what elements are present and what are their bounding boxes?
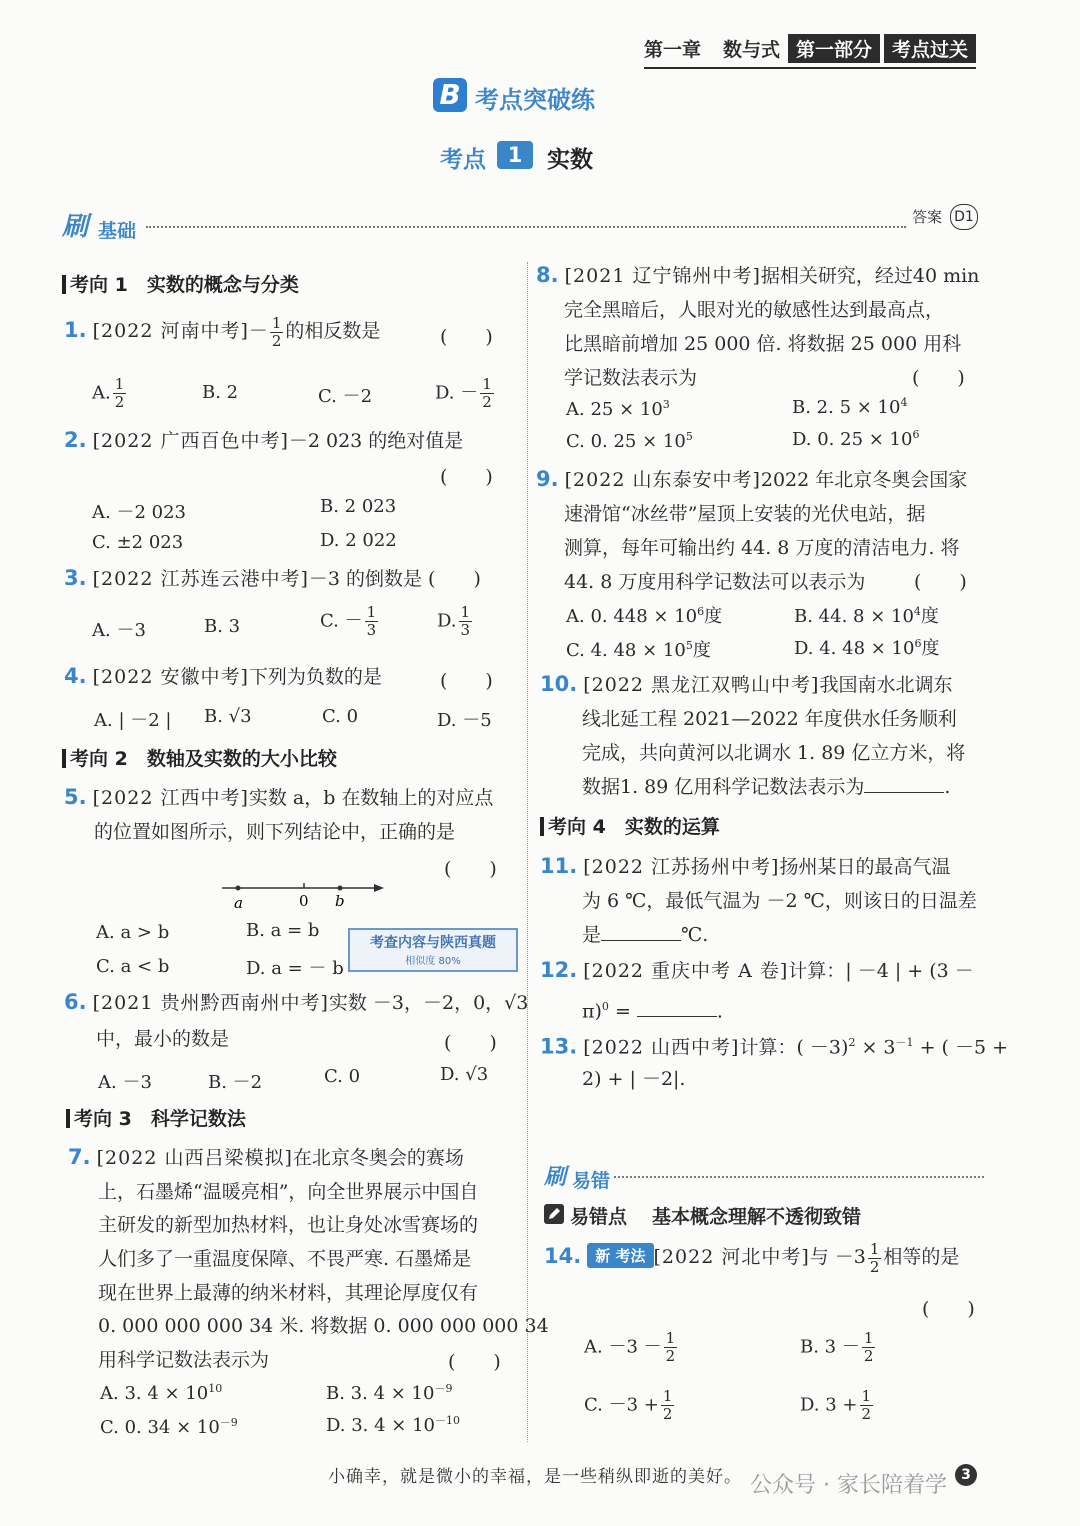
q13-stem-b: × 3 (855, 1036, 896, 1059)
q10-line4-text: 数据1. 89 亿用科学记数法表示为 (582, 776, 865, 798)
kaoxiang-3-heading: 考向 3 科学记数法 (66, 1104, 246, 1131)
q7-option-c (100, 1414, 238, 1438)
q9-b-unit: 度 (920, 606, 939, 627)
q3-option-c (320, 604, 380, 639)
q1-denominator: 2 (271, 331, 282, 350)
q14-b-frac (862, 1330, 876, 1365)
dotted-leader (146, 226, 906, 228)
q7-option-b (326, 1380, 452, 1404)
pencil-icon-glyph (544, 1204, 564, 1224)
q14-a-frac (664, 1330, 678, 1365)
q9-option-b (794, 602, 939, 628)
q1-a-frac (113, 376, 127, 411)
q6-option-d: D. √3 (440, 1064, 489, 1085)
chapter-label: 第一章 (643, 39, 701, 61)
point-a (236, 886, 241, 891)
q9-source: [2022 山东泰安中考] (564, 469, 761, 491)
q9-c-exp: 5 (685, 639, 693, 652)
shua-yicuo-label: 易错 (572, 1170, 611, 1192)
q14-c-frac (661, 1388, 675, 1423)
question-14 (544, 1240, 959, 1276)
yicuo-text: 基本概念理解不透彻致错 (652, 1206, 862, 1228)
q4-source: [2022 安徽中考] (92, 666, 249, 688)
answer-code: D1 (950, 204, 978, 230)
q9-answer-paren: ( ) (914, 571, 967, 593)
question-10 (540, 668, 952, 702)
q8-c-label: C. 0. 25 × 10 (566, 431, 686, 452)
q9-d-unit: 度 (921, 638, 940, 659)
similarity-stamp (348, 928, 518, 972)
q3-c-den: 3 (366, 621, 377, 639)
q8-c-exp: 5 (685, 430, 693, 443)
q1-d-label: D. － (435, 382, 479, 404)
q9-line2: 速滑馆“冰丝带”屋顶上安装的光伏电站，据 (564, 503, 926, 525)
q8-option-a (566, 398, 670, 420)
q14-option-a (584, 1330, 679, 1365)
q3-option-b: B. 3 (204, 616, 241, 637)
q8-line2: 完全黑暗后，人眼对光的敏感性达到最高点， (564, 299, 945, 321)
q9-c-label: C. 4. 48 × 10 (566, 640, 686, 661)
q14-option-b (800, 1330, 877, 1365)
page-title: 考点突破练 (475, 86, 595, 114)
q1-source: [2022 河南中考] (92, 320, 249, 342)
badge-new: 新 (595, 1247, 611, 1265)
q9-d-label: D. 4. 48 × 10 (794, 638, 915, 659)
q5-answer-paren: ( ) (444, 858, 497, 880)
q14-option-c (584, 1388, 676, 1423)
q1-d-den: 2 (482, 393, 492, 411)
q8-option-d (792, 428, 919, 450)
q8-line1: 据相关研究，经过40 min (760, 265, 980, 287)
question-7 (68, 1141, 464, 1175)
q9-a-label: A. 0. 448 × 10 (566, 606, 698, 627)
q8-a-exp: 3 (662, 398, 670, 411)
q1-minus: － (248, 320, 268, 342)
q3-c-num: 1 (366, 603, 377, 621)
q3-c-label: C. － (320, 610, 363, 632)
q10-line2: 线北延工程 2021—2022 年度供水任务顺利 (582, 708, 957, 730)
q6-option-b: B. －2 (208, 1072, 263, 1093)
q9-a-unit: 度 (704, 606, 723, 627)
q14-d-label: D. 3 + (800, 1394, 858, 1416)
q4-number: 4. (64, 664, 87, 688)
q14-option-d (800, 1388, 875, 1423)
q14-c-num: 1 (662, 1387, 673, 1405)
q1-a-num: 1 (114, 375, 125, 393)
q14-number: 14. (544, 1244, 582, 1268)
shua-yicuo-icon: 刷 (544, 1165, 567, 1190)
q11-number: 11. (540, 854, 578, 878)
q8-option-c (566, 430, 693, 452)
q10-line3: 完成，共向黄河以北调水 1. 89 亿立方米，将 (582, 742, 966, 764)
page-number: 3 (955, 1464, 977, 1486)
answer-label: 答案 (912, 208, 943, 226)
q1-d-num: 1 (482, 375, 492, 393)
q3-d-den: 3 (460, 621, 471, 639)
q10-blank (864, 792, 944, 793)
q1-answer-paren: ( ) (440, 326, 493, 348)
q13-exp1: 2 (848, 1036, 856, 1049)
q10-line1: 我国南水北调东 (819, 674, 953, 696)
q7-line6: 0. 000 000 000 34 米. 将数据 0. 000 000 000 34 (98, 1315, 549, 1337)
label-a: a (234, 894, 243, 912)
label-b: b (335, 892, 345, 910)
q7-line2: 上，石墨烯“温暖亮相”，向全世界展示中国自 (98, 1181, 479, 1203)
question-1 (64, 314, 380, 350)
q7-d-exp: －10 (435, 1414, 461, 1427)
q8-b-exp: 4 (900, 396, 908, 409)
q7-b-exp: －9 (434, 1382, 453, 1395)
q7-line3: 主研发的新型加热材料，也让身处冰雪赛场的 (98, 1214, 479, 1236)
q7-number: 7. (68, 1145, 91, 1169)
column-divider (527, 262, 528, 1442)
q10-line4 (582, 770, 950, 804)
q1-number: 1. (64, 318, 87, 342)
q14-den: 2 (869, 1257, 880, 1276)
q5-stem: 实数 a，b 在数轴上的对应点 (248, 787, 494, 809)
q3-stem: －3 的倒数是 ( ) (308, 568, 481, 590)
q7-line5: 现在世界上最薄的纳米材料，其理论厚度仅有 (98, 1282, 479, 1304)
q1-numerator: 1 (271, 313, 282, 332)
q5-stem-line2: 的位置如图所示，则下列结论中，正确的是 (94, 821, 456, 843)
q10-number: 10. (540, 672, 578, 696)
q13-stem-a: 计算：( －3) (739, 1036, 849, 1059)
q8-line4: 学记数法表示为 (564, 367, 698, 389)
question-5 (64, 781, 493, 815)
q8-d-label: D. 0. 25 × 10 (792, 429, 913, 450)
q7-line7: 用科学记数法表示为 (98, 1349, 270, 1371)
q3-d-num: 1 (460, 603, 471, 621)
q12-number: 12. (540, 958, 578, 982)
kaodian-label: 考点 (440, 147, 486, 173)
q11-line2: 为 6 ℃，最低气温为 －2 ℃，则该日的日温差 (582, 890, 977, 912)
q4-option-c: C. 0 (322, 706, 359, 727)
q8-answer-paren: ( ) (912, 367, 965, 389)
q1-option-b: B. 2 (202, 382, 239, 403)
q12-blank (637, 1016, 717, 1017)
q1-a-label: A. (92, 382, 111, 404)
q14-answer-paren: ( ) (922, 1298, 975, 1320)
q8-option-b (792, 396, 907, 418)
q7-a-exp: 10 (208, 1382, 223, 1395)
yicuo-label: 易错点 (570, 1206, 628, 1228)
q8-line3: 比黑暗前增加 25 000 倍. 将数据 25 000 用科 (564, 333, 962, 355)
q11-source: [2022 江苏扬州中考] (583, 856, 780, 878)
q14-d-num: 1 (861, 1387, 872, 1405)
q14-a-label: A. －3 － (584, 1336, 662, 1358)
badge-method: 考法 (615, 1247, 646, 1265)
q5-number: 5. (64, 785, 87, 809)
q1-option-c: C. －2 (318, 386, 373, 407)
q6-source: [2021 贵州黔西南州中考] (92, 992, 329, 1014)
q6-option-a: A. －3 (98, 1072, 152, 1093)
number-line-arrow (374, 884, 384, 892)
label-0: 0 (299, 892, 309, 910)
q9-b-label: B. 44. 8 × 10 (794, 606, 914, 627)
q8-source: [2021 辽宁锦州中考] (564, 265, 761, 287)
question-8 (536, 259, 979, 293)
q3-d-frac (459, 604, 473, 639)
q8-b-label: B. 2. 5 × 10 (792, 397, 901, 418)
q9-b-exp: 4 (913, 605, 921, 618)
q5-option-b: B. a = b (246, 920, 320, 941)
question-6 (64, 986, 528, 1020)
watermark: 公众号 · 家长陪着学 (750, 1473, 947, 1498)
q5-option-d: D. a = － b (246, 958, 344, 979)
q7-c-exp: －9 (219, 1416, 238, 1429)
question-13 (540, 1026, 1008, 1064)
q8-number: 8. (536, 263, 559, 287)
section-label: 考点过关 (884, 34, 976, 63)
q14-c-label: C. －3 + (584, 1394, 659, 1416)
q6-option-c: C. 0 (324, 1066, 361, 1087)
q14-b-label: B. 3 － (800, 1336, 860, 1358)
q6-answer-paren: ( ) (444, 1032, 497, 1054)
q3-source: [2022 江苏连云港中考] (92, 568, 309, 590)
q3-d-label: D. (437, 610, 457, 632)
q10-source: [2022 黑龙江双鸭山中考] (583, 674, 820, 696)
question-3 (64, 562, 481, 596)
q8-d-exp: 6 (912, 428, 920, 441)
stamp-line1: 考查内容与陕西真题 (370, 935, 496, 951)
q2-number: 2. (64, 428, 87, 452)
q4-option-d: D. －5 (437, 710, 492, 731)
q14-source: [2022 河北中考] (653, 1246, 810, 1268)
q1-option-a (92, 376, 128, 411)
q6-stem-line2: 中，最小的数是 (96, 1028, 230, 1050)
question-2 (64, 424, 463, 458)
kaodian-name: 实数 (547, 147, 593, 173)
q3-c-frac (365, 604, 379, 639)
q6-stem: 实数 －3，－2，0，√3 (328, 992, 529, 1014)
q7-option-a (100, 1382, 222, 1404)
q7-b-label: B. 3. 4 × 10 (326, 1383, 435, 1404)
q12-source: [2022 重庆中考 A 卷] (583, 960, 789, 982)
yicuo-dotted-leader (614, 1176, 984, 1178)
kaoxiang-2-heading: 考向 2 数轴及实数的大小比较 (62, 744, 337, 771)
q1-a-den: 2 (114, 393, 125, 411)
question-12 (540, 954, 974, 988)
q13-exp2: －1 (895, 1036, 914, 1049)
question-11 (540, 850, 950, 884)
q9-a-exp: 6 (697, 605, 705, 618)
q5-source: [2022 江西中考] (92, 787, 249, 809)
q2-stem: －2 023 的绝对值是 (288, 430, 464, 452)
q7-c-label: C. 0. 34 × 10 (100, 1417, 220, 1438)
q14-c-den: 2 (662, 1405, 673, 1423)
kaoxiang-1-heading: 考向 1 实数的概念与分类 (62, 270, 299, 297)
q7-option-d (326, 1412, 460, 1436)
q11-line3 (582, 918, 708, 952)
q14-stem-a: 与 －3 (809, 1246, 866, 1268)
q9-number: 9. (536, 467, 559, 491)
running-header (644, 34, 976, 63)
point-b (338, 886, 343, 891)
q7-source: [2022 山西吕梁模拟] (96, 1147, 293, 1169)
footer-quote: 小确幸，就是微小的幸福，是一些稍纵即逝的美好。 (328, 1467, 742, 1487)
new-method-badge (587, 1243, 653, 1268)
q5-option-a: A. a > b (96, 922, 170, 943)
q9-line1: 2022 年北京冬奥会国家 (760, 469, 968, 491)
q8-a-label: A. 25 × 10 (566, 399, 663, 420)
q14-stem-b: 相等的是 (883, 1246, 960, 1268)
q2-option-a: A. －2 023 (92, 502, 186, 523)
q2-option-c: C. ±2 023 (92, 532, 184, 553)
q1-d-frac (480, 376, 494, 411)
q11-line3-text: 是 (582, 924, 602, 946)
q9-d-exp: 6 (914, 637, 922, 650)
shua-icon: 刷 (62, 212, 89, 242)
q13-source: [2022 山西中考] (583, 1036, 740, 1059)
q7-answer-paren: ( ) (448, 1351, 501, 1373)
q14-num: 1 (869, 1239, 880, 1258)
q13-line2: 2) + | －2|. (582, 1068, 686, 1090)
q13-number: 13. (540, 1034, 578, 1059)
q1-fraction (270, 315, 284, 350)
q12-line2 (582, 990, 723, 1028)
q14-b-num: 1 (863, 1329, 874, 1347)
q2-answer-paren: ( ) (440, 466, 493, 488)
q14-a-num: 1 (665, 1329, 676, 1347)
q12-equals: = (608, 1000, 637, 1023)
q11-line1: 扬州某日的最高气温 (779, 856, 951, 878)
q4-option-b: B. √3 (204, 706, 252, 727)
q11-blank (601, 940, 681, 941)
q2-option-d: D. 2 022 (320, 530, 397, 551)
part-label: 第一部分 (788, 34, 880, 63)
shua-sub-label: 基础 (98, 220, 137, 242)
question-9 (536, 463, 967, 497)
q9-option-c (566, 636, 711, 662)
q14-fraction (868, 1241, 882, 1276)
q5-option-c: C. a < b (96, 956, 170, 977)
q9-line4: 44. 8 万度用科学记数法可以表示为 (564, 571, 866, 593)
number-line-figure (218, 878, 388, 914)
q7-d-label: D. 3. 4 × 10 (326, 1415, 436, 1436)
q9-line3: 测算，每年可输出约 44. 8 万度的清洁电力. 将 (564, 537, 960, 559)
q9-option-a (566, 602, 722, 628)
q14-d-frac (860, 1388, 874, 1423)
q14-b-den: 2 (863, 1347, 874, 1365)
header-rule (644, 67, 976, 69)
q1-option-d (435, 376, 496, 411)
q14-d-den: 2 (861, 1405, 872, 1423)
q12-stem: 计算：| －4 | + (3 － (788, 960, 974, 982)
q2-source: [2022 广西百色中考] (92, 430, 289, 452)
q10-end: . (944, 776, 951, 798)
q9-option-d (794, 634, 939, 660)
q4-answer-paren: ( ) (440, 670, 493, 692)
topic-label: 数与式 (722, 39, 780, 61)
q3-option-a: A. －3 (92, 620, 146, 641)
q7-a-label: A. 3. 4 × 10 (100, 1383, 209, 1404)
q3-option-d (437, 604, 474, 639)
q7-line1: 在北京冬奥会的赛场 (292, 1147, 464, 1169)
stamp-line2: 相似度 80% (405, 956, 461, 967)
q4-stem: 下列为负数的是 (248, 666, 382, 688)
q3-number: 3. (64, 566, 87, 590)
q12-exp: 0 (601, 1000, 609, 1013)
q1-stem: 的相反数是 (285, 320, 381, 342)
pencil-icon (544, 1204, 564, 1224)
kaodian-number: 1 (497, 141, 533, 169)
q12-end: . (716, 1000, 723, 1023)
q12-pi: π) (582, 1000, 602, 1023)
q6-number: 6. (64, 990, 87, 1014)
q14-a-den: 2 (665, 1347, 676, 1365)
q4-option-a: A. | －2 | (94, 710, 172, 731)
question-4 (64, 660, 382, 694)
q2-option-b: B. 2 023 (320, 496, 397, 517)
title-letter-badge: B (433, 78, 467, 112)
q7-line4: 人们多了一重温度保障、不畏严寒. 石墨烯是 (98, 1248, 472, 1270)
q9-c-unit: 度 (692, 640, 711, 661)
q13-stem-c: + ( －5 + (913, 1036, 1009, 1059)
kaoxiang-4-heading: 考向 4 实数的运算 (540, 812, 720, 839)
q11-end: ℃. (681, 924, 709, 946)
